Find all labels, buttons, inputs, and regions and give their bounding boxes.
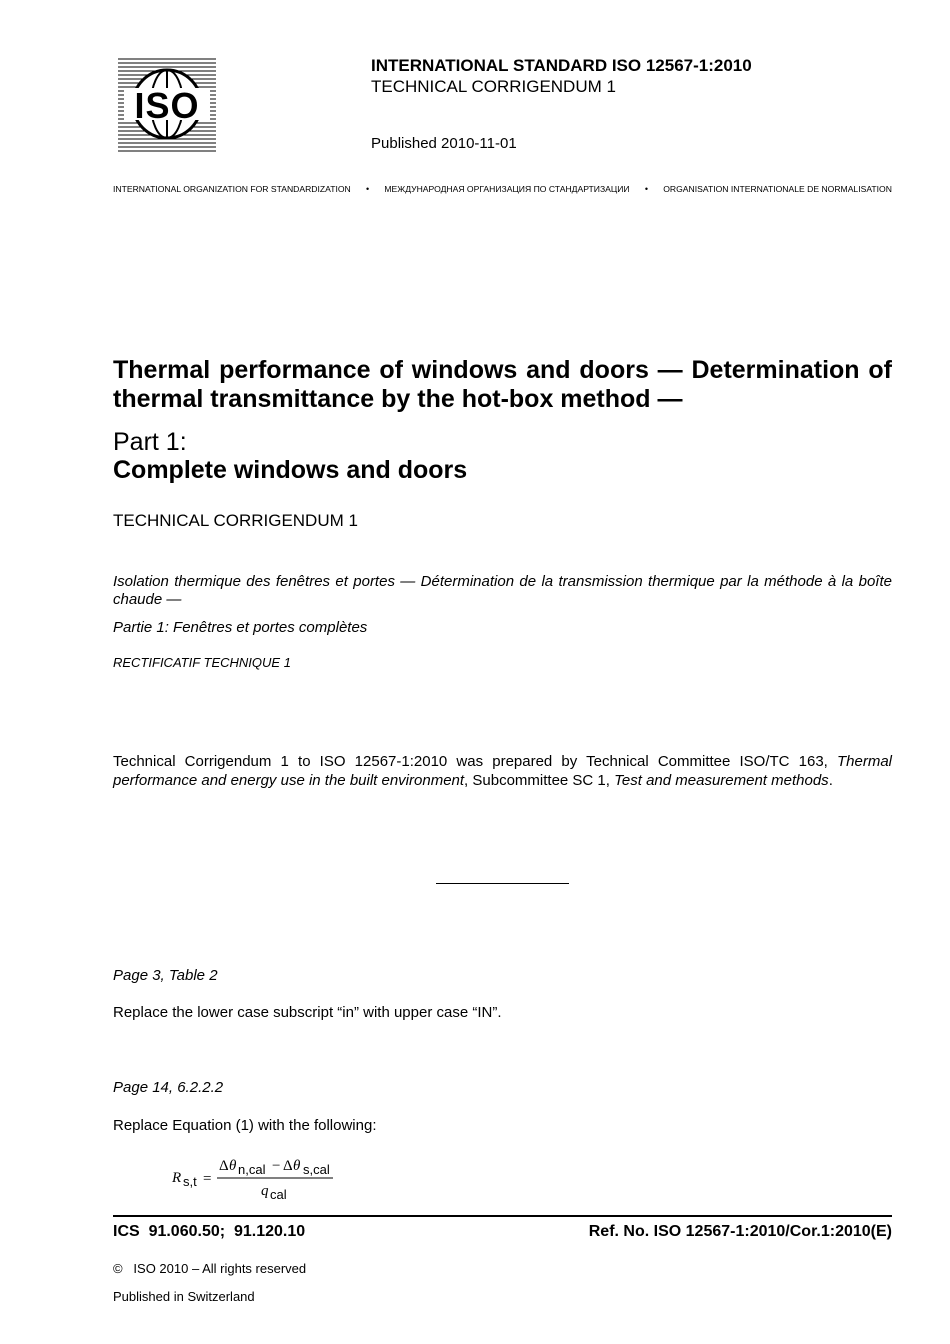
foreword-paragraph [113, 752, 892, 790]
eq-equals: = [203, 1171, 212, 1187]
french-corrigendum: RECTIFICATIF TECHNIQUE 1 [113, 655, 291, 670]
part-label: Part 1: [113, 428, 187, 456]
org-name-en: INTERNATIONAL ORGANIZATION FOR STANDARDIZATION [113, 184, 351, 194]
foreword-text: . [828, 772, 833, 789]
equation-1 [170, 1150, 350, 1206]
foreword-text: , Subcommittee SC 1, [464, 772, 615, 789]
eq-theta: θ [293, 1158, 301, 1174]
bullet-separator: • [644, 184, 648, 194]
eq-lhs-sub: s,t [183, 1174, 197, 1189]
french-title: Isolation thermique des fenêtres et portes — Détermination de la transmission thermique par la méthode à la boîte chaude — [113, 573, 892, 608]
standard-title: INTERNATIONAL STANDARD ISO 12567-1:2010 [371, 56, 752, 75]
org-name-fr: ORGANISATION INTERNATIONALE DE NORMALISATION [663, 184, 892, 194]
organization-line [113, 184, 892, 194]
published-date: Published 2010-11-01 [371, 135, 517, 152]
copyright-notice: © ISO 2010 – All rights reserved [113, 1261, 307, 1276]
correction-instruction: Replace the lower case subscript “in” with upper case “IN”. [113, 1004, 502, 1021]
eq-theta: θ [229, 1158, 237, 1174]
foreword-text: Technical Corrigendum 1 to ISO 12567-1:2010 was prepared by Technical Committee ISO/TC 163, [113, 753, 837, 770]
correction-location: Page 14, 6.2.2.2 [113, 1079, 224, 1096]
eq-num-sub2: s,cal [303, 1162, 330, 1177]
correction-location: Page 3, Table 2 [113, 967, 218, 984]
eq-lhs-symbol: R [172, 1170, 182, 1186]
reference-number: Ref. No. ISO 12567-1:2010/Cor.1:2010(E) [588, 1223, 892, 1240]
eq-den-sub: cal [270, 1187, 287, 1202]
ics-codes: ICS 91.060.50; 91.120.10 [113, 1223, 306, 1240]
eq-delta: Δ [283, 1158, 293, 1174]
eq-delta: Δ [219, 1158, 229, 1174]
subcommittee-title: Test and measurement methods [614, 772, 829, 789]
document-title: Thermal performance of windows and doors — Determination of thermal transmittance by the hot-box method — [113, 356, 892, 413]
eq-num-sub1: n,cal [238, 1162, 266, 1177]
iso-logo [118, 56, 216, 152]
french-part: Partie 1: Fenêtres et portes complètes [113, 619, 368, 636]
bullet-separator: • [366, 184, 370, 194]
committee-title: Thermal performance and energy use in the built environment [113, 753, 892, 789]
section-divider [436, 883, 569, 884]
eq-den-symbol: q [261, 1183, 269, 1199]
technical-corrigendum-heading: TECHNICAL CORRIGENDUM 1 [113, 511, 358, 530]
correction-instruction: Replace Equation (1) with the following: [113, 1117, 377, 1134]
part-subtitle: Complete windows and doors [113, 456, 468, 484]
logo-text: ISO [134, 85, 200, 126]
eq-minus: − [272, 1158, 281, 1174]
footer-divider [113, 1215, 892, 1217]
published-in: Published in Switzerland [113, 1289, 255, 1304]
org-name-ru: МЕЖДУНАРОДНАЯ ОРГАНИЗАЦИЯ ПО СТАНДАРТИЗАЦИИ [384, 184, 630, 194]
corrigendum-label: TECHNICAL CORRIGENDUM 1 [371, 77, 616, 96]
